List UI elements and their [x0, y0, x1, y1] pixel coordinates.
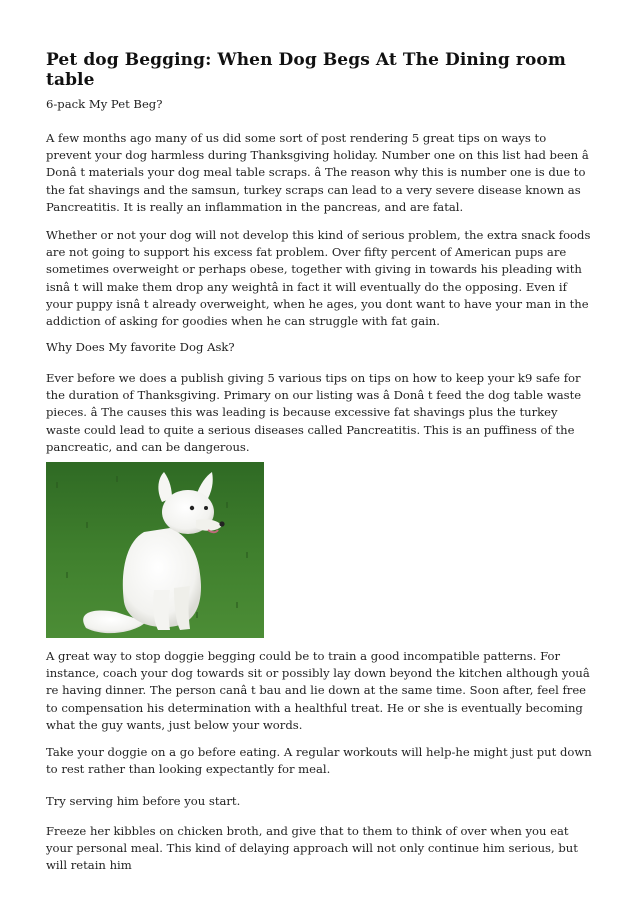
- paragraph-8: Try serving him before you start.: [46, 794, 241, 808]
- paragraph-9: Freeze her kibbles on chicken broth, and give that to them to think of over when you eat your personal meal. This kind of delaying approach will not only continue him serious, but will retain him: [46, 824, 578, 873]
- paragraph-4: Why Does My favorite Dog Ask?: [46, 340, 235, 354]
- paragraph-6: A great way to stop doggie begging could be to train a good incompatible patterns. For instance, coach your dog towards sit or possibly lay down beyond the kitchen although youâ re having dinner. The person canâ t bau and lie down at the same time. Soon after, feel free to compensation his determination with a healthful treat. He or she is eventually becoming what the guy wants, just below your words.: [46, 649, 590, 732]
- paragraph-3: Whether or not your dog will not develop this kind of serious problem, the extra snack foods are not going to support his excess fat problem. Over fifty percent of American pups are sometimes overweight or perhaps obese, together with giving in towards his pleading with isnâ t will make them drop any weightâ in fact it will eventually do the opposing. Even if your puppy isnâ t already overweight, when he ages, you dont want to have your man in the addiction of asking for goodies when he can struggle with fat gain.: [46, 228, 591, 329]
- document-title: Pet dog Begging: When Dog Begs At The Dining room table: [46, 50, 566, 90]
- paragraph-7: Take your doggie on a go before eating. A regular workouts will help-he might just put down to rest rather than looking expectantly for meal.: [46, 745, 592, 777]
- paragraph-1: 6-pack My Pet Beg?: [46, 97, 163, 111]
- paragraph-5: Ever before we does a publish giving 5 various tips on tips on how to keep your k9 safe for the duration of Thanksgiving. Primary on our listing was â Donâ t feed the dog table waste pieces. â The causes this was leading is because excessive fat shavings plus the turkey waste could lead to quite a serious diseases called Pancreatitis. This is an puffiness of the pancreatic, and can be dangerous.: [46, 371, 582, 454]
- paragraph-2: A few months ago many of us did some sort of post rendering 5 great tips on ways to prevent your dog harmless during Thanksgiving holiday. Number one on this list had been â Donâ t materials your dog meal table scraps. â The reason why this is number one is due to the fat shavings and the samsun, turkey scraps can lead to a very severe disease known as Pancreatitis. It is really an inflammation in the pancreas, and are fatal.: [46, 131, 589, 214]
- dog-photo: [46, 462, 264, 638]
